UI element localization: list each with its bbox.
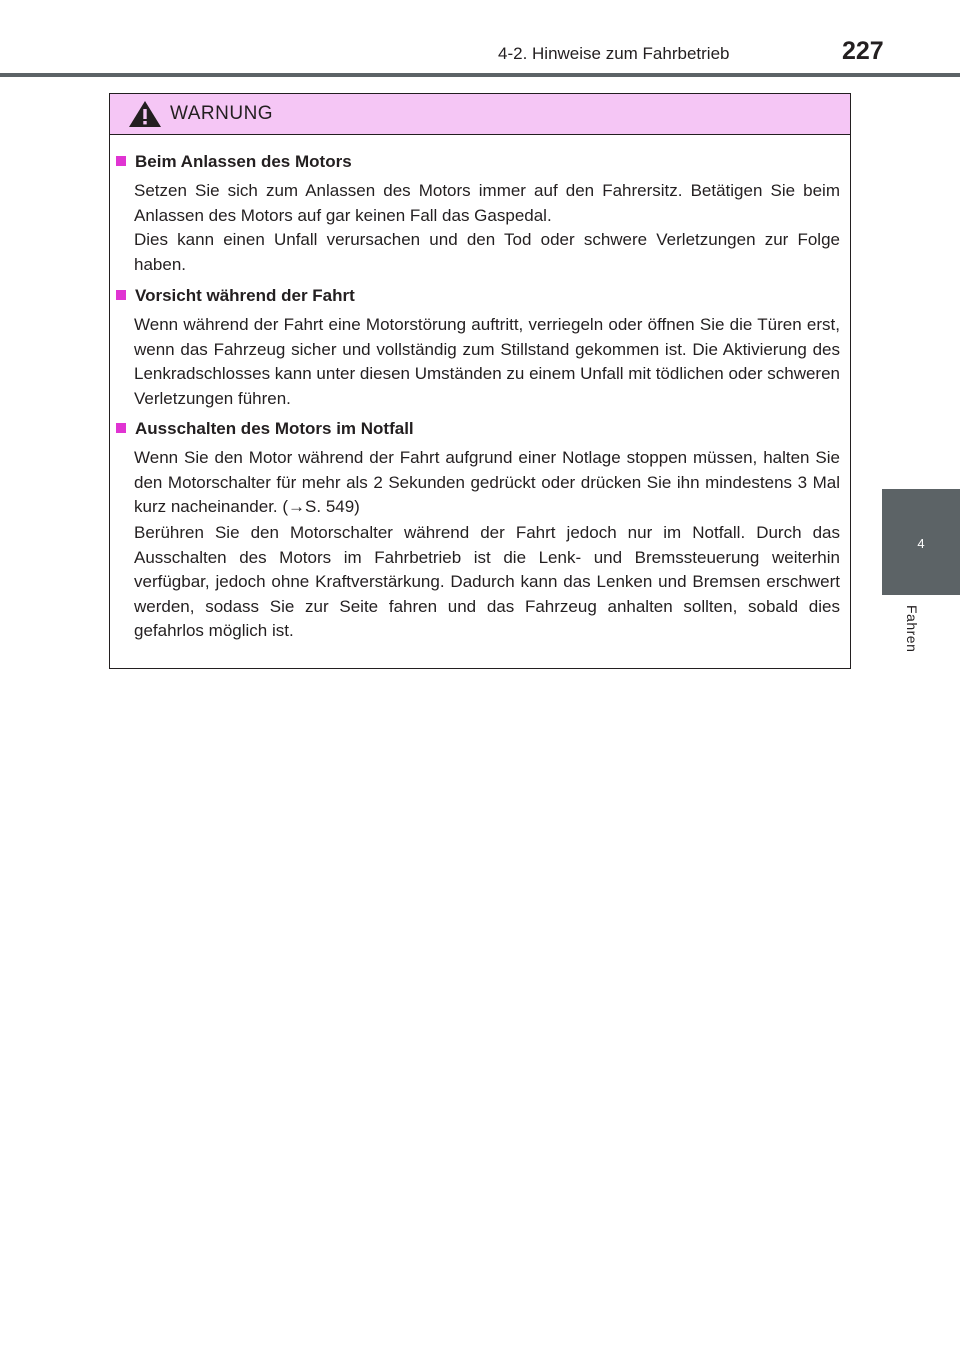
chapter-label: Fahren: [904, 605, 920, 653]
chapter-tab: [882, 489, 960, 595]
paragraph: Dies kann einen Unfall verursachen und den Tod oder schwere Verletzungen zur Folge haben.: [134, 230, 840, 274]
paragraph: Wenn Sie den Motor während der Fahrt aufgrund einer Notlage stoppen müssen, halten Sie den Motorschalter für mehr als 2 Sekunden gedrückt oder drücken Sie ihn mindestens 3 Mal kurz nacheinander. (→S. 549): [134, 448, 840, 516]
warning-title: WARNUNG: [170, 103, 274, 124]
page-number: 227: [842, 37, 884, 65]
header-rule: [0, 73, 960, 77]
item-heading-driving-caution: Vorsicht während der Fahrt: [116, 286, 355, 306]
running-header-section: 4-2. Hinweise zum Fahrbetrieb: [498, 44, 730, 63]
warning-header: [110, 94, 850, 135]
chapter-number: 4: [917, 536, 925, 551]
square-bullet-icon: [116, 290, 126, 300]
warning-triangle-icon: [128, 100, 162, 128]
paragraph: Wenn während der Fahrt eine Motorstörung auftritt, verriegeln oder öffnen Sie die Türen erst, wenn das Fahrzeug sicher und vollständig zum Stillstand gekommen ist. Die Aktivierung des Lenkradschlosses kann unter diesen Umständen zu einem Unfall mit tödlichen oder schweren Verletzungen führen.: [134, 315, 840, 408]
chapter-label-container: [904, 605, 930, 665]
warning-box: [109, 93, 851, 669]
square-bullet-icon: [116, 156, 126, 166]
item-heading-emergency-stop: Ausschalten des Motors im Notfall: [116, 419, 414, 439]
paragraph: Berühren Sie den Motorschalter während der Fahrt jedoch nur im Notfall. Durch das Ausschalten des Motors im Fahrbetrieb ist die Lenk- und Bremssteuerung weiterhin verfügbar, jedoch ohne Kraftverstärkung. Dadurch kann das Lenken und Bremsen erschwert werden, sodass Sie zur Seite fahren und das Fahrzeug anhalten sollten, sobald dies gefahrlos möglich ist.: [134, 523, 840, 640]
item-heading-engine-start: Beim Anlassen des Motors: [116, 152, 352, 172]
paragraph: Setzen Sie sich zum Anlassen des Motors immer auf den Fahrersitz. Betätigen Sie beim Anlassen des Motors auf gar keinen Fall das Gaspedal.: [134, 181, 840, 225]
square-bullet-icon: [116, 423, 126, 433]
